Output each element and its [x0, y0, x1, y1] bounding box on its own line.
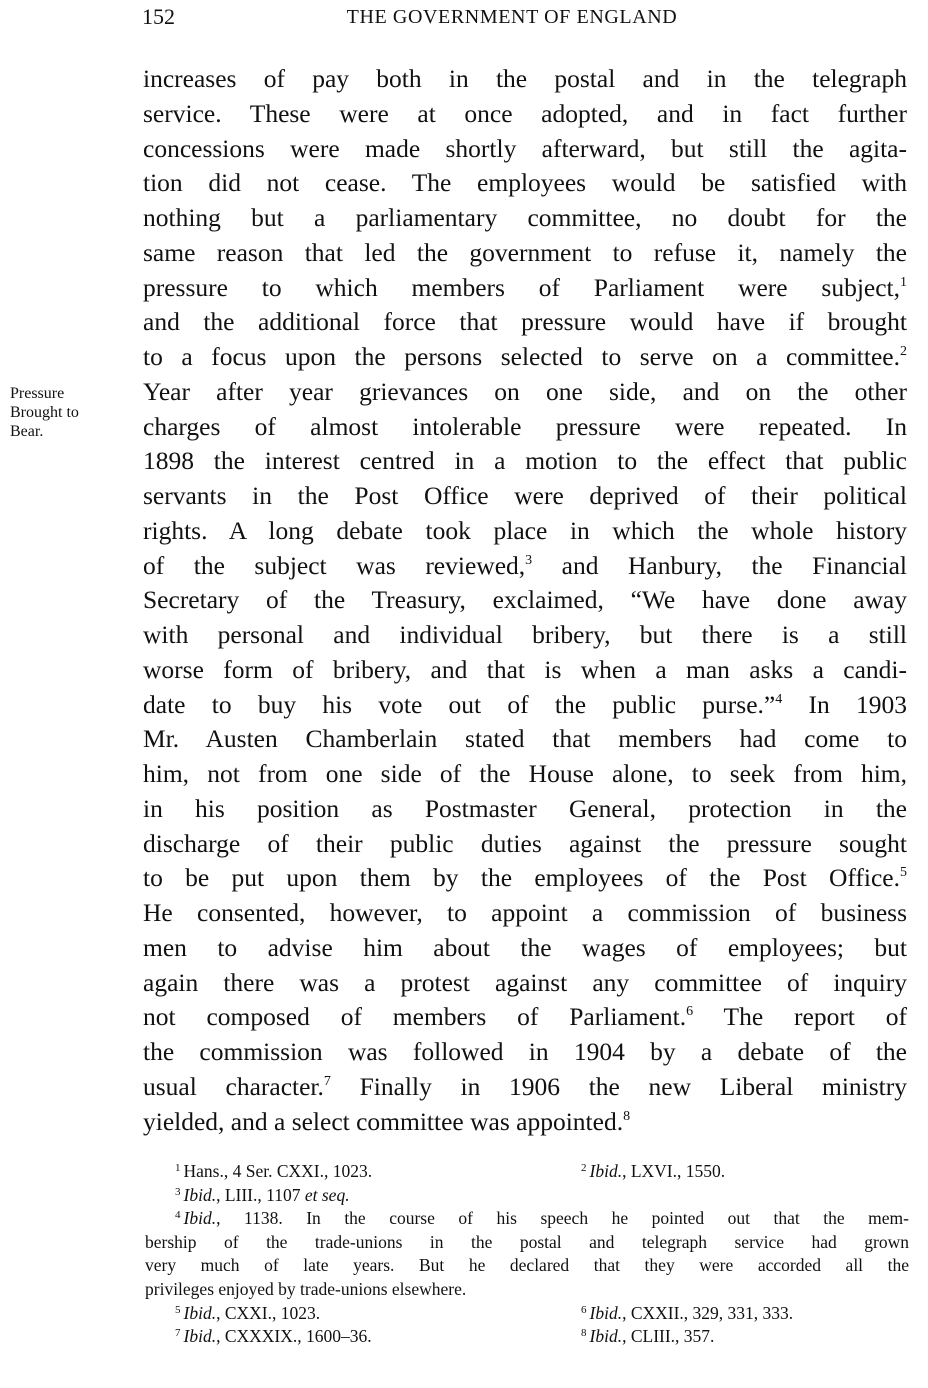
text-line: usual character.$^7$ Finally in 1906 the new Liberal ministry — [143, 1071, 907, 1101]
text-line: Year after year grievances on one side, and on the other — [143, 376, 907, 406]
footnote-8: $^8$ Ibid., CLIII., 357. — [581, 1326, 715, 1347]
footnotes — [145, 1160, 909, 1349]
margin-note-line: Pressure — [10, 385, 65, 402]
footnote-ref: 4 — [775, 691, 783, 707]
footnote-ref: 2 — [900, 344, 907, 359]
footnote-1: $^1$ Hans., 4 Ser. CXXI., 1023. — [175, 1161, 373, 1181]
text-line: discharge of their public duties against the pressure sought — [143, 828, 907, 858]
text-line: same reason that led the government to refuse it, namely the — [143, 237, 907, 267]
footnote-row — [145, 1160, 909, 1184]
footnote-ref: 1 — [900, 274, 907, 290]
text-line: the commission was followed in 1904 by a debate of the — [143, 1037, 907, 1066]
text-line: concessions were made shortly afterward, but still the agita- — [143, 133, 907, 163]
text-line: Mr. Austen Chamberlain stated that members had come to — [143, 724, 907, 754]
text-line: rights. A long debate took place in which the whole history — [143, 515, 907, 545]
running-title: THE GOVERNMENT OF ENGLAND — [346, 6, 678, 28]
margin-note-line: Bear. — [10, 423, 44, 440]
footnote-3: $^3$ Ibid., LIII., 1107 et seq. — [175, 1184, 350, 1205]
margin-note — [10, 384, 122, 441]
text-line: of the subject was reviewed,$^3$ and Hanbury, the Financial — [143, 550, 907, 580]
text-line: nothing but a parliamentary committee, no doubt for the — [143, 203, 907, 232]
text-line: service. These were at once adopted, and in fact further — [143, 98, 907, 128]
footnote-row — [145, 1325, 909, 1349]
footnote-2: $^2$ Ibid., LXVI., 1550. — [581, 1161, 726, 1181]
footnote-6: $^6$ Ibid., CXXII., 329, 331, 333. — [581, 1302, 794, 1323]
running-head — [142, 2, 906, 32]
text-line: to a focus upon the persons selected to serve on a committee.$^2$ — [143, 342, 907, 371]
footnote-ref: 7 — [323, 1073, 331, 1089]
text-line: with personal and individual bribery, but there is a still — [143, 620, 907, 649]
footnote-5: $^5$ Ibid., CXXI., 1023. — [175, 1302, 321, 1323]
text-line: charges of almost intolerable pressure were repeated. In — [143, 411, 907, 441]
footnote-ref: 8 — [623, 1108, 631, 1124]
text-line: Secretary of the Treasury, exclaimed, “We have done away — [143, 585, 907, 615]
text-line: 1898 the interest centred in a motion to the effect that public — [143, 446, 907, 476]
text-line: him, not from one side of the House alone, to seek from him, — [143, 759, 907, 788]
text-line: date to buy his vote out of the public purse.”$^4$ In 1903 — [143, 689, 907, 719]
text-line: men to advise him about the wages of employees; but — [143, 932, 907, 962]
text-line: yielded, and a select committee was appointed.$^8$ — [143, 1106, 631, 1136]
margin-note-line: Brought to — [10, 404, 79, 421]
page-number: 152 — [142, 4, 175, 29]
footnote-row — [145, 1302, 909, 1326]
footnote-4: $^4$ Ibid., 1138. In the course of his speech he pointed out that the mem- bership of the trade-unions in the postal and telegraph service had grown very much of late years. But he declared that they were accorded all the privileges enjoyed by trade-unions elsewhere. — [145, 1208, 909, 1299]
text-line: increases of pay both in the postal and in the telegraph — [143, 64, 907, 93]
text-line: in his position as Postmaster General, protection in the — [143, 793, 907, 823]
footnote-ref: 5 — [900, 865, 907, 881]
text-line: worse form of bribery, and that is when a man asks a candi- — [143, 654, 907, 684]
text-line: and the additional force that pressure would have if brought — [143, 307, 907, 337]
footnote-7: $^7$ Ibid., CXXXIX., 1600–36. — [175, 1326, 372, 1347]
text-line: He consented, however, to appoint a commission of business — [143, 898, 907, 927]
footnote-ref: 3 — [525, 552, 533, 568]
footnote-ref: 6 — [686, 1004, 694, 1020]
body-text — [143, 62, 907, 1139]
text-line: pressure to which members of Parliament were subject,$^1$ — [143, 272, 907, 302]
text-line: servants in the Post Office were deprived of their political — [143, 481, 907, 510]
text-line: tion did not cease. The employees would be satisfied with — [143, 168, 907, 198]
footnote-row — [145, 1184, 909, 1208]
text-line: again there was a protest against any committee of inquiry — [143, 967, 907, 997]
text-line: not composed of members of Parliament.$^6$ The report of — [143, 1002, 907, 1032]
text-line: to be put upon them by the employees of the Post Office.$^5$ — [143, 863, 907, 893]
